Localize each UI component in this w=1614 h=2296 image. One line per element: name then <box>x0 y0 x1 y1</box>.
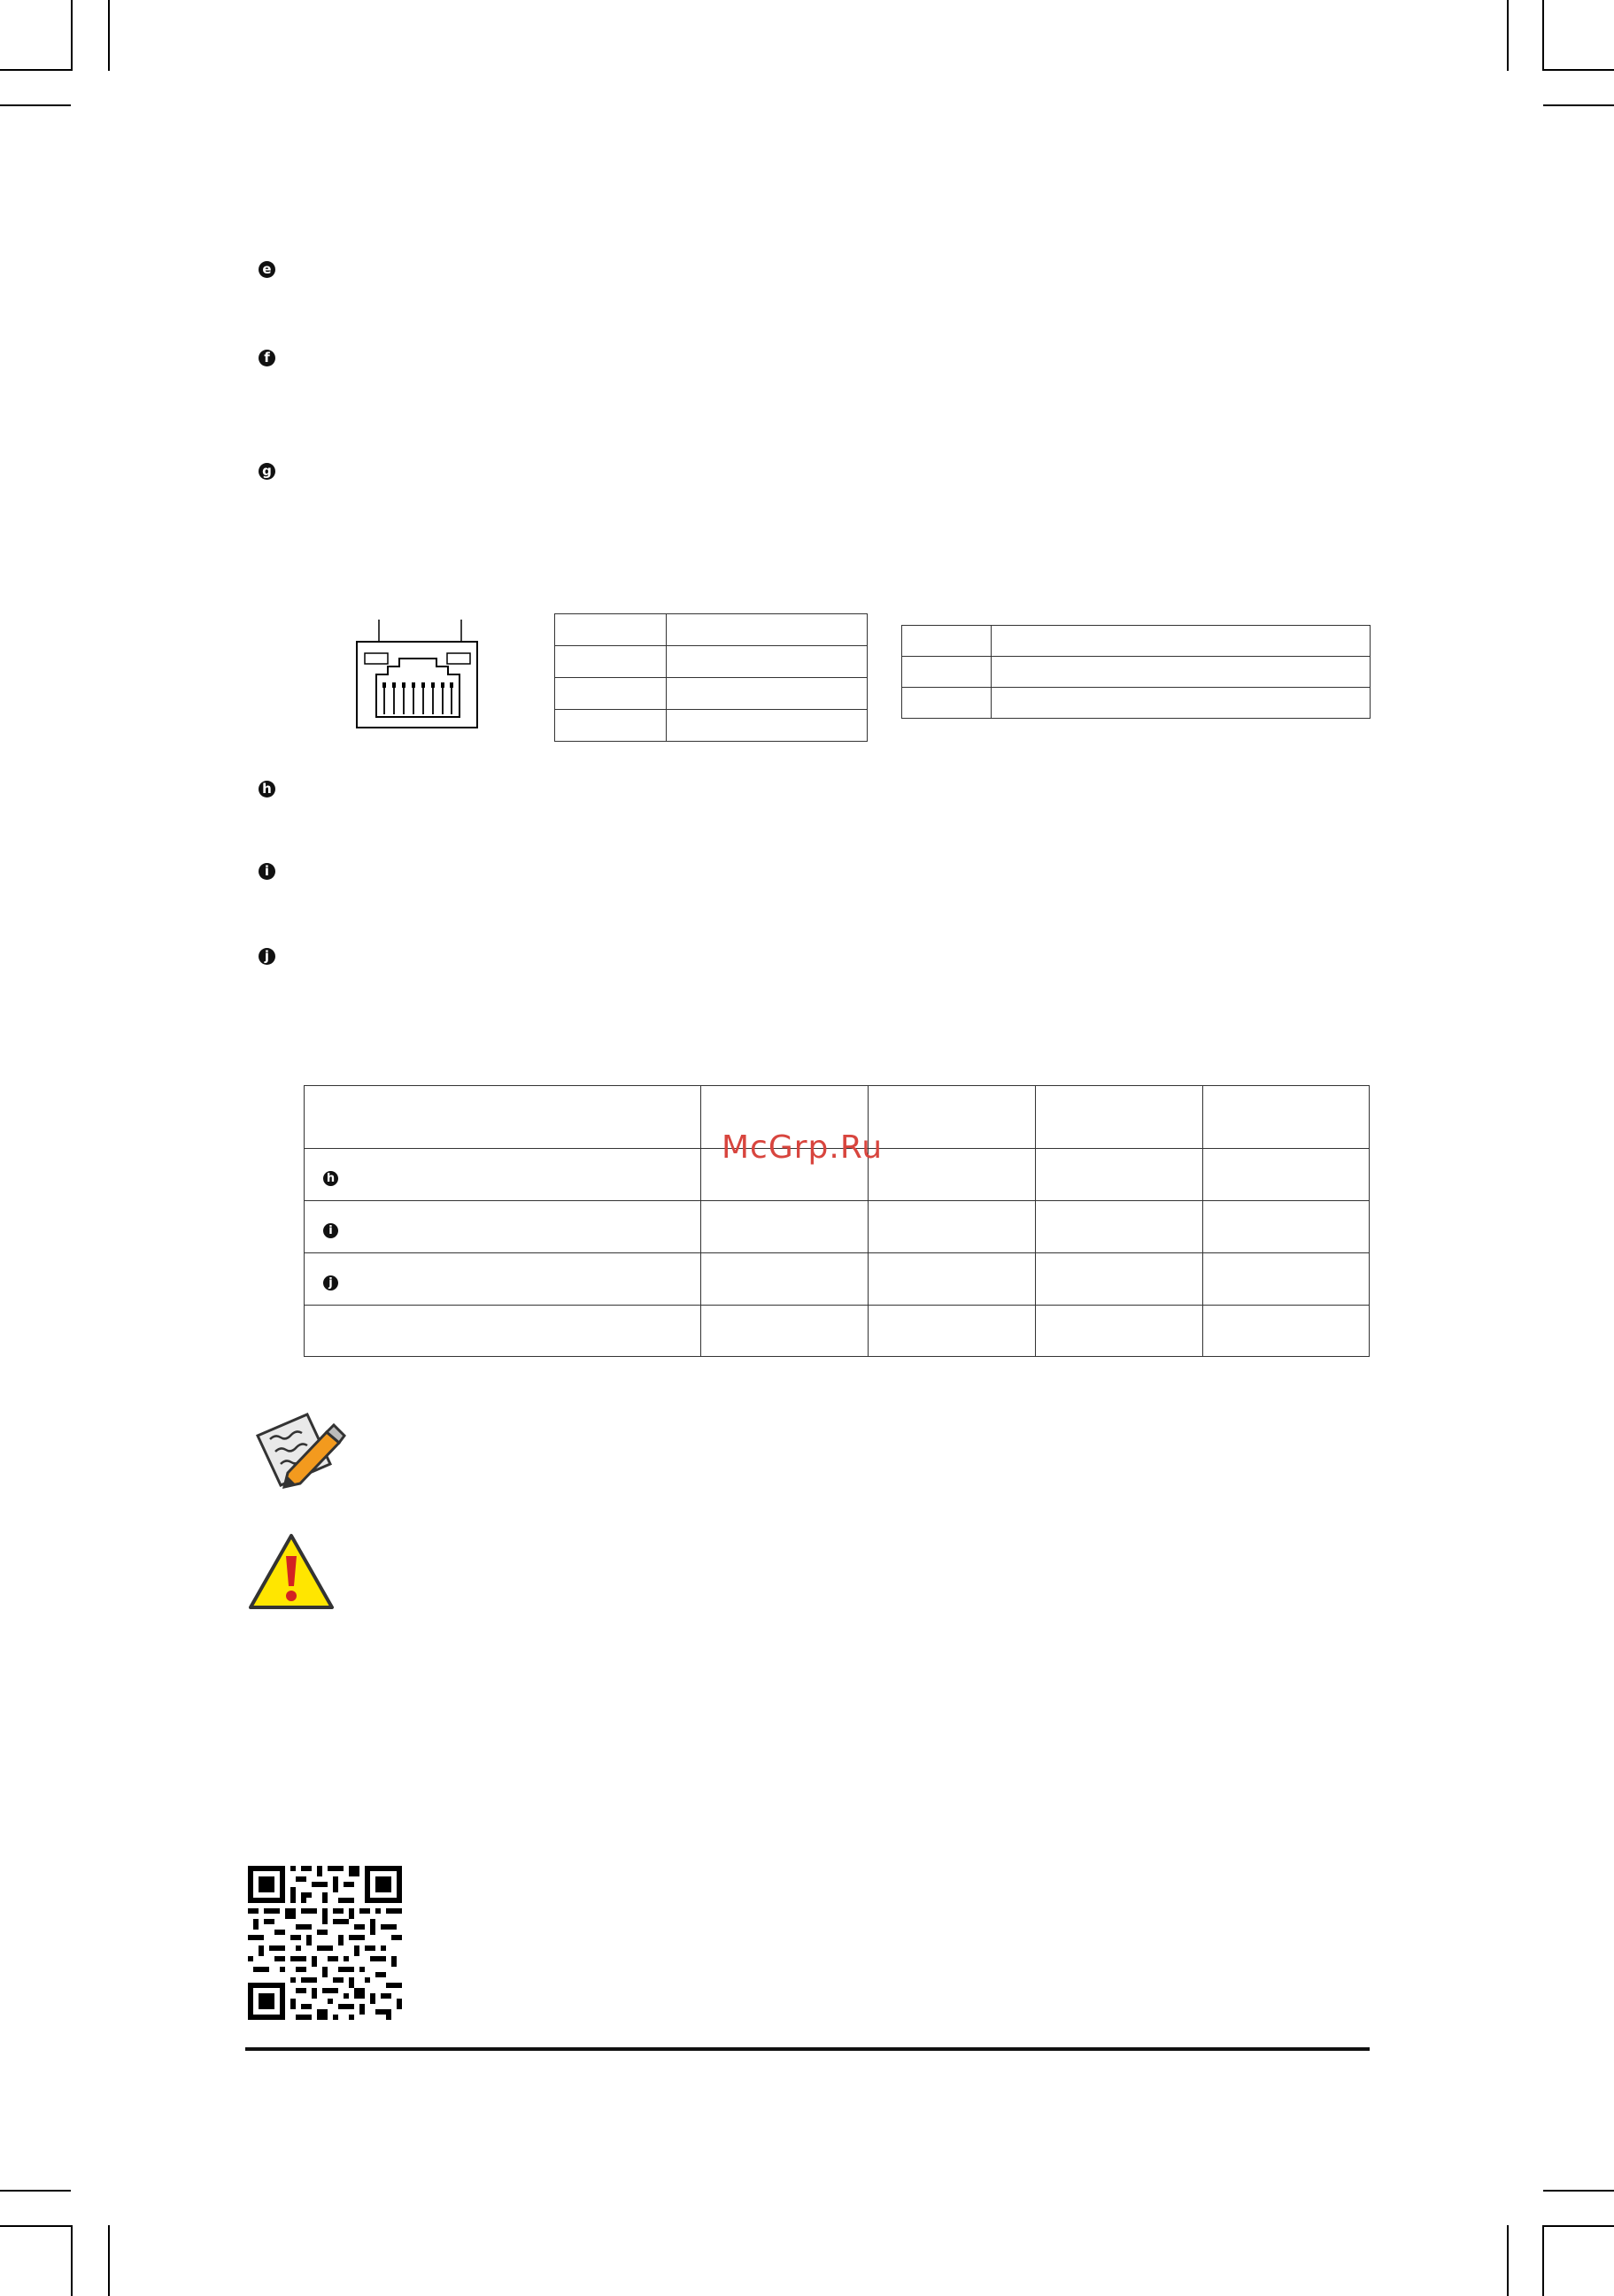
table-cell <box>992 657 1371 688</box>
table-cell <box>667 710 868 742</box>
table-cell <box>305 1306 701 1357</box>
activity-led-table <box>554 613 868 742</box>
watermark: McGrp.Ru <box>722 1129 884 1166</box>
crop-mark <box>1507 2225 1509 2296</box>
crop-mark <box>108 0 110 71</box>
footer-rule <box>245 2047 1370 2051</box>
row-bullet: h <box>323 1171 338 1186</box>
table-cell <box>667 614 868 646</box>
table-cell <box>869 1306 1036 1357</box>
table-cell <box>902 688 992 719</box>
bullet-j: j <box>259 948 275 965</box>
crop-mark <box>1543 2190 1614 2192</box>
table-cell <box>1203 1201 1370 1253</box>
table-cell <box>869 1201 1036 1253</box>
crop-mark <box>0 104 71 106</box>
crop-mark <box>1507 0 1509 71</box>
bullet-g: g <box>259 463 275 480</box>
table-cell <box>1036 1201 1203 1253</box>
row-bullet: j <box>323 1275 338 1291</box>
table-cell <box>305 1201 701 1253</box>
speed-led-table <box>901 625 1371 719</box>
crop-mark <box>71 0 73 71</box>
table-cell <box>992 688 1371 719</box>
crop-mark <box>0 2225 71 2227</box>
crop-mark <box>1543 2225 1614 2227</box>
warning-triangle-icon <box>246 1531 336 1613</box>
note-pencil-icon <box>252 1409 350 1493</box>
bullet-f: f <box>259 350 275 366</box>
table-cell <box>1203 1149 1370 1201</box>
bullet-h: h <box>259 781 275 797</box>
table-cell <box>701 1306 869 1357</box>
table-cell <box>902 626 992 657</box>
table-row <box>305 1253 1370 1306</box>
table-cell <box>1036 1086 1203 1149</box>
crop-mark <box>71 2225 73 2296</box>
qr-code-icon <box>248 1866 402 2020</box>
table-cell <box>555 710 667 742</box>
led-right <box>447 653 470 664</box>
table-cell <box>667 678 868 710</box>
bullet-e: e <box>259 261 275 278</box>
crop-mark <box>0 69 71 71</box>
table-cell <box>667 646 868 678</box>
table-cell <box>1203 1306 1370 1357</box>
table-cell <box>305 1086 701 1149</box>
table-cell <box>555 614 667 646</box>
table-cell <box>869 1253 1036 1306</box>
row-bullet: i <box>323 1223 338 1238</box>
table-cell <box>305 1253 701 1306</box>
table-cell <box>305 1149 701 1201</box>
table-cell <box>1036 1149 1203 1201</box>
crop-mark <box>1543 104 1614 106</box>
led-left <box>365 653 388 664</box>
crop-mark <box>1542 2225 1544 2296</box>
table-cell <box>555 678 667 710</box>
crop-mark <box>1543 69 1614 71</box>
bullet-i: i <box>259 863 275 880</box>
crop-mark <box>108 2225 110 2296</box>
table-cell <box>902 657 992 688</box>
table-row <box>305 1306 1370 1357</box>
crop-mark <box>1542 0 1544 71</box>
table-cell <box>1203 1086 1370 1149</box>
table-cell <box>1036 1253 1203 1306</box>
table-cell <box>701 1201 869 1253</box>
crop-mark <box>0 2190 71 2192</box>
table-row <box>305 1201 1370 1253</box>
table-cell <box>1036 1306 1203 1357</box>
table-cell <box>555 646 667 678</box>
table-cell <box>992 626 1371 657</box>
lan-port-diagram <box>350 615 491 732</box>
table-cell <box>1203 1253 1370 1306</box>
table-cell <box>701 1253 869 1306</box>
